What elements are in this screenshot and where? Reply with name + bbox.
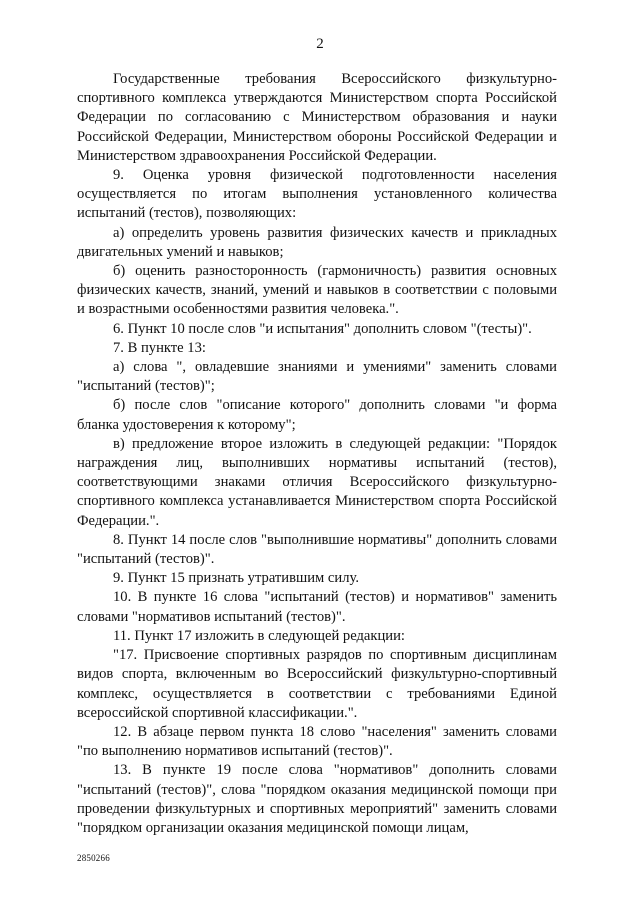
paragraph-amendment-6: 6. Пункт 10 после слов "и испытания" дополнить словом "(тесты)". [113,320,532,337]
paragraph-item-17-text: "17. Присвоение спортивных разрядов по спортивным дисциплинам видов спорта, включенным во Всероссийский физкультурно-спортивный комплекс, осуществляется в соответствии с требованиями Единой всероссийской спортивной классификации.". [77,647,557,721]
page-number: 2 [316,36,324,52]
document-body [77,70,557,838]
paragraph-amendment-13: 13. В пункте 19 после слова "нормативов" дополнить словами "испытаний (тестов)", слова "порядком оказания медицинской помощи при проведении физкультурных и спортивных мероприятий" заменить словами "порядком организации оказания медицинской помощи лицам, [77,762,557,836]
paragraph-amendment-8: 8. Пункт 14 после слов "выполнившие нормативы" дополнить словами "испытаний (тестов)". [77,531,557,568]
paragraph-amendment-7-a: а) слова ", овладевшие знаниями и умениями" заменить словами "испытаний (тестов)"; [77,359,557,395]
paragraph-item-9: 9. Оценка уровня физической подготовленности населения осуществляется по итогам выполнения установленного количества испытаний (тестов), позволяющих: [77,167,557,222]
paragraph-amendment-11: 11. Пункт 17 изложить в следующей редакции: [113,627,405,644]
paragraph-amendment-7-b: б) после слов "описание которого" дополнить словами "и форма бланка удостоверения к которому"; [77,397,557,433]
document-code: 2850266 [77,853,110,863]
paragraph-item-9-a: а) определить уровень развития физических качеств и прикладных двигательных умений и навыков; [77,224,557,260]
paragraph-amendment-7-c: в) предложение второе изложить в следующей редакции: "Порядок награждения лиц, выполнивших нормативы испытаний (тестов), соответствующими знаками отличия Всероссийского физкультурно-спортивного комплекса устанавливается Министерством спорта Российской Федерации.". [77,435,557,529]
paragraph-amendment-9: 9. Пункт 15 признать утратившим силу. [113,570,359,587]
paragraph-amendment-10: 10. В пункте 16 слова "испытаний (тестов) и нормативов" заменить словами "нормативов испытаний (тестов)". [77,589,557,625]
paragraph-amendment-7: 7. В пункте 13: [113,339,206,356]
paragraph-amendment-12: 12. В абзаце первом пункта 18 слово "населения" заменить словами "по выполнению нормативов испытаний (тестов)". [77,723,557,760]
paragraph-requirements-approval: Государственные требования Всероссийского физкультурно-спортивного комплекса утверждаются Министерством спорта Российской Федерации по согласованию с Министерством образования и науки Российской Федерации, Министерством обороны Российской Федерации и Министерством здравоохранения Российской Федерации. [77,71,557,164]
paragraph-item-9-b: б) оценить разносторонность (гармоничность) развития основных физических качеств, знаний, умений и навыков в соответствии с половыми и возрастными особенностями развития человека.". [77,263,557,318]
